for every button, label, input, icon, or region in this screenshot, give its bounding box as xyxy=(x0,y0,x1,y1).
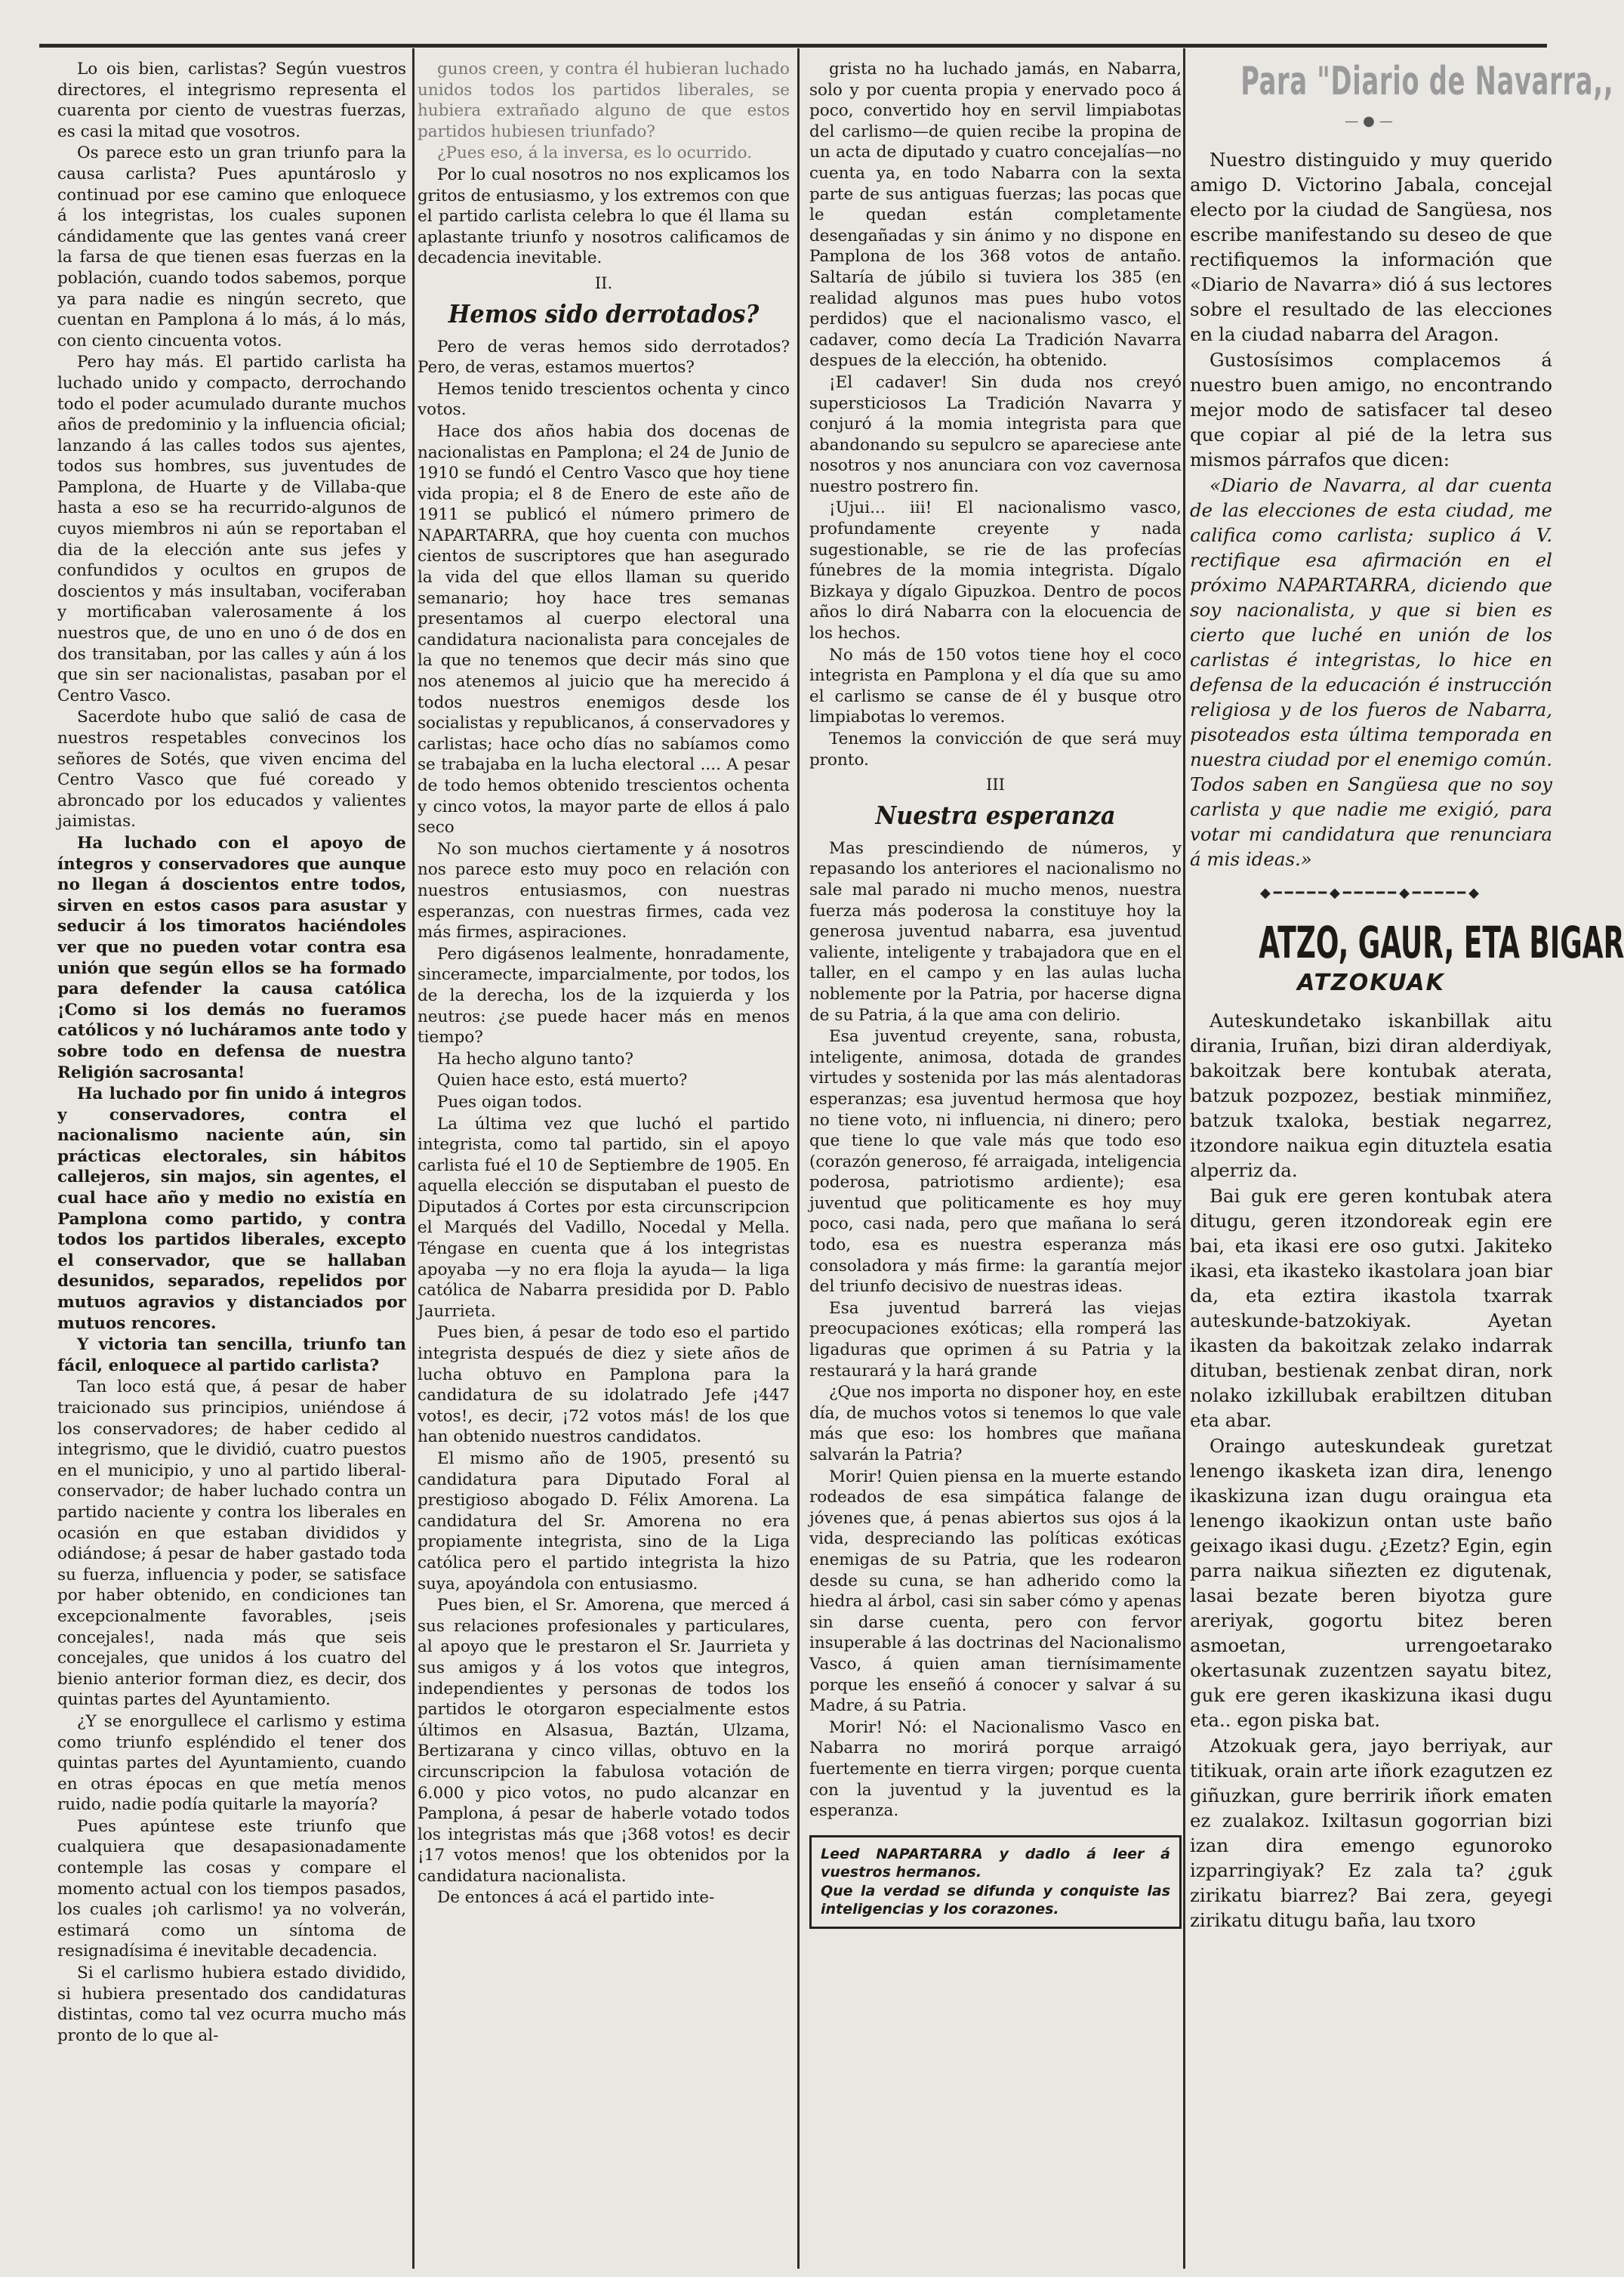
paragraph: Os parece esto un gran triunfo para la causa carlista? Pues apuntároslo y continuad por ese camino que enloquece á los integristas, los cuales suponen cándidamente que las gentes vaná creer la farsa de que tienen esas fuerzas en la población, cuando todos sabemos, porque ya para nadie es ningún secreto, que cuentan en Pamplona á lo más, á lo más, con ciento cincuenta votos. xyxy=(57,143,406,350)
paragraph: Pues bien, á pesar de todo eso el partido integrista después de diez y siete años de lucha obtuvo en Pamplona para la candidatura de su idolatrado Jefe ¡447 votos!, es decir, ¡72 votos más! de los que han obtenido nuestros candidatos. xyxy=(418,1323,790,1447)
paragraph: Pues oigan todos. xyxy=(437,1092,583,1112)
paragraph: Gustosísimos complacemos á nuestro buen amigo, no encontrando mejor modo de satisfacer tal deseo que copiar al pié de la letra sus mismos párrafos que dicen: xyxy=(1190,349,1552,471)
paragraph: Y victoria tan sencilla, triunfo tan fácil, enloquece al partido carlista? xyxy=(57,1335,406,1375)
paragraph: Pero hay más. El partido carlista ha luchado unido y compacto, derrochando todo el poder acumulado durante muchos años de predominio y la influencia oficial; lanzando á las calles todos sus ajentes, todos sus hombres, sus juventudes de Pamplona, de Huarte y de Villaba-que hasta a eso se ha recurrido-algunos de cuyos miembros ni aún se reportaban el dia de la elección ante sus jefes y confundidos y ocultos en grupos de doscientos y más insultaban, vociferaban y mortificaban valerosamente á los nuestros que, de uno en uno ó de dos en dos transitaban, por las calles y aún á los que sin ser nacionalistas, pasaban por el Centro Vasco. xyxy=(57,353,406,705)
paragraph: Sacerdote hubo que salió de casa de nuestros respetables convecinos los señores de Sotés, que viven encima del Centro Vasco que fué coreado y abroncado por los educados y valientes jaimistas. xyxy=(57,708,406,832)
column-rule xyxy=(412,48,414,2269)
ornament-divider: ◆━━━━━◆━━━━━◆━━━━━◆ xyxy=(1260,885,1482,901)
column-4 xyxy=(1190,59,1624,2264)
paragraph: Ha luchado con el apoyo de íntegros y conservadores que aunque no llegan á doscientos entre todos, sirven en estos casos para asustar y seducir á los timoratos haciéndoles ver que no pueden votar contra esa unión que según ellos se ha formado para defender la causa católica ¡Como si los demás no fueramos católicos y nó lucháramos ante todo y sobre todo en defensa de nuestra Religión sacrosanta! xyxy=(57,833,406,1082)
paragraph: No más de 150 votos tiene hoy el coco integrista en Pamplona y el día que su amo el carlismo se canse de él y busque otro limpiabotas lo veremos. xyxy=(809,645,1182,727)
paragraph: Quien hace esto, está muerto? xyxy=(437,1071,688,1091)
promo-line: Que la verdad se difunda y conquiste las inteligencias y los corazones. xyxy=(821,1882,1170,1918)
paragraph: ¡Ujui... iii! El nacionalismo vasco, profundamente creyente y nada sugestionable, se rie de las profecías fúnebres de la momia integrista. Dígalo Bizkaya y dígalo Gipuzkoa. Dentro de pocos años lo dirá Nabarra con la elocuencia de los hechos. xyxy=(809,498,1182,643)
ornament-divider: —●— xyxy=(1345,113,1398,129)
paragraph: Oraingo auteskundeak guretzat lenengo ikasketa izan dira, lenengo ikaskizuna izan dugu oraingua eta lenengo ikaokizun ontan uste baño geixago ikasi dugu. ¿Ezetz? Egin, egin parra naikua siñezten ez digutenak, lasai bezate beren biyotza gure areriyak, gogortu bitez beren asmoetan, urrengoetarako okertasunak zuzentzen sayatu bitez, guk ere geren ikaskizuna ikasi dugu eta.. egon piska bat. xyxy=(1190,1435,1552,1731)
column-rule xyxy=(1183,48,1185,2269)
promo-box xyxy=(809,1835,1182,1929)
section-title: Hemos sido derrotados? xyxy=(448,298,760,329)
paragraph: Atzokuak gera, jayo berriyak, aur titikuak, orain arte iñork ezagutzen ez giñuzkan, gure berririk iñork ematen ez zualakoz. Ixiltasun gogorrian bizi izan dira emengo egunoroko izparringiyak? Ez zala ta? ¿guk zirikatu biarrez? Bai zera, geyegi zirikatu ditugu baña, lau txoro xyxy=(1190,1735,1552,1931)
paragraph: ¡El cadaver! Sin duda nos creyó supersticiosos La Tradición Navarra y conjuró á la momia integrista para que abandonando su sepulcro se apareciese ante nosotros y nos anunciara con voz cavernosa nuestro postrero fin. xyxy=(809,372,1182,496)
paragraph: Auteskundetako iskanbillak aitu dirania, Iruñan, bizi diran alderdiyak, bakoitzak bere kontubak aterata, batzuk pozpozez, bestiak minmiñez, batzuk txaloka, bestiak negarrez, itzondore naikua egin dituztela esatia alperriz da. xyxy=(1190,1010,1552,1181)
paragraph: Por lo cual nosotros no nos explicamos los gritos de entusiasmo, y los extremos con que el partido carlista celebra lo que él llama su aplastante triunfo y nosotros calificamos de decadencia inevitable. xyxy=(418,165,790,268)
paragraph: Esa juventud barrerá las viejas preocupaciones exóticas; ella romperá las ligaduras que oprimen á su Patria y la restaurará y la hará grande xyxy=(809,1298,1182,1381)
paragraph: gunos creen, y contra él hubieran luchado unidos todos los partidos liberales, se hubiera extrañado alguno de que estos partidos hubiesen triunfado? xyxy=(418,60,790,141)
section-subtitle: ATZOKUAK xyxy=(1297,970,1445,996)
column-3 xyxy=(809,59,1182,2264)
paragraph: Nuestro distinguido y muy querido amigo D. Victorino Jabala, concejal electo por la ciudad de Sangüesa, nos escribe manifestando su deseo de que rectifiquemos la información que «Diario de Navarra» dió á sus lectores sobre el resultado de las elecciones en la ciudad nabarra del Aragon. xyxy=(1190,149,1552,345)
quoted-letter: «Diario de Navarra, al dar cuenta de las elecciones de esta ciudad, me califica como carlista; suplico á V. rectifique esa afirmación en el próximo NAPARTARRA, diciendo que soy nacionalista, y que si bien es cierto que luché en unión de los carlistas é integristas, lo hice en defensa de la educación é instrucción religiosa y de los fueros de Nabarra, pisoteados esta última temporada en nuestra ciudad por el enemigo común. Todos saben en Sangüesa que no soy carlista y que nadie me exigió, para votar mi candidatura que renunciara á mis ideas.» xyxy=(1190,474,1552,870)
paragraph: Morir! Quien piensa en la muerte estando rodeados de esa simpática falange de jóvenes que, á penas abiertos sus ojos á la vida, despreciando las políticas exóticas enemigas de su Patria, que les rodearon desde su cuna, se han adherido como la hiedra al árbol, casi sin saber cómo y apenas sin darse cuenta, pero con fervor insuperable á las doctrinas del Nacionalismo Vasco, á quien aman tiernísimamente porque les enseñó á conocer y salvar á su Madre, á su Patria. xyxy=(809,1467,1182,1716)
section-number: II. xyxy=(594,273,613,292)
column-1 xyxy=(57,59,406,2264)
paragraph: Tan loco está que, á pesar de haber traicionado sus principios, uniéndose á los conservadores; de haber cedido al integrismo, que le dividió, cuatro puestos en el municipio, y uno al partido liberal-conservador; de haber luchado contra un partido naciente y contra los liberales en ocasión en que estaban divididos y odiándose; á pesar de haber gastado toda su fuerza, influencia y poder, se satisface por haber obtenido, en condiciones tan excepcionalmente favorables, ¡seis concejales!, nada más que seis concejales, que unidos á los cuatro del bienio anterior forman diez, es decir, dos quintas partes del Ayuntamiento. xyxy=(57,1378,406,1710)
paragraph: Hace dos años habia dos docenas de nacionalistas en Pamplona; el 24 de Junio de 1910 se fundó el Centro Vasco que hoy tiene vida propia; el 8 de Enero de este año de 1911 se publicó el número primero de NAPARTARRA, que hoy cuenta con muchos cientos de suscriptores que han asegurado la vida del que ellos llaman su querido semanario; hoy hace tres semanas presentamos al cuerpo electoral una candidatura nacionalista para concejales de la que no tenemos que decir más sino que nos atenemos al juicio que ha merecido á todos nuestros enemigos desde los socialistas y republicanos, á conservadores y carlistas; hace ocho días no sabíamos como se trabajaba en la lucha electoral .... A pesar de todo hemos obtenido trescientos ochenta y cinco votos, la mayor parte de ellos á palo seco xyxy=(418,421,790,838)
paragraph: Esa juventud creyente, sana, robusta, inteligente, animosa, dotada de grandes virtudes y sostenida por las más alentadoras esperanzas; esa juventud hermosa que hoy no tiene voto, ni influencia, ni dinero; pero que tiene lo que vale más que todo eso (corazón generoso, fé arraigada, inteligencia poderosa, patriotismo ardiente); esa juventud que politicamente es hoy muy poco, casi nada, pero que mañana lo será todo, esa es nuestra esperanza más consoladora y más firme: la garantía mejor del triunfo decisivo de nuestras ideas. xyxy=(809,1027,1182,1297)
paragraph: Mas prescindiendo de números, y repasando los anteriores el nacionalismo no sale mal parado ni mucho menos, nuestra fuerza más poderosa la constituye hoy la generosa juventud nabarra, esa juventud valiente, inteligente y trabajadora que en el taller, en el campo y en las aulas lucha noblemente por la Patria, por hacerse digna de su Patria, á la que ama con delirio. xyxy=(809,838,1182,1025)
paragraph: Ha hecho alguno tanto? xyxy=(437,1049,633,1069)
paragraph: La última vez que luchó el partido integrista, como tal partido, sin el apoyo carlista fué el 10 de Septiembre de 1905. En aquella elección se disputaban el puesto de Diputados á Cortes por esta circunscripcion el Marqués del Vadillo, Nocedal y Mella. Téngase en cuenta que á los integristas apoyaba —y no era floja la ayuda— la liga católica de Nabarra presidida por D. Pablo Jaurrieta. xyxy=(418,1114,790,1321)
paragraph: No son muchos ciertamente y á nosotros nos parece esto muy poco en relación con nuestros entusiasmos, con nuestras esperanzas, con nuestras firmes, cada vez más firmes, aspiraciones. xyxy=(418,839,790,943)
promo-line: Leed NAPARTARRA y dadlo á leer á vuestros hermanos. xyxy=(821,1845,1170,1881)
section-title: Nuestra esperanza xyxy=(875,800,1116,830)
paragraph: Morir! Nó: el Nacionalismo Vasco en Nabarra no morirá porque arraigó fuertemente en tierra virgen; porque cuenta con la juventud y la juventud es la esperanza. xyxy=(809,1717,1182,1821)
paragraph: Si el carlismo hubiera estado dividido, si hubiera presentado dos candidaturas distintas, como tal vez ocurra mucho más pronto de lo que al- xyxy=(57,1964,406,2045)
paragraph: El mismo año de 1905, presentó su candidatura para Diputado Foral al prestigioso abogado D. Félix Amorena. La candidatura del Sr. Amorena no era propiamente integrista, sino de la Liga católica pero el partido integrista la hizo suya, apoyándola con entusiasmo. xyxy=(418,1449,790,1594)
paragraph: Pero digásenos lealmente, honradamente, sinceramecte, imparcialmente, por todos, los de la derecha, los de la izquierda y los neutros: ¿se puede hacer más en menos tiempo? xyxy=(418,944,790,1047)
section-number: III xyxy=(986,776,1005,794)
paragraph: Pero de veras hemos sido derrotados? Pero, de veras, estamos muertos? xyxy=(418,337,790,378)
paragraph: Hemos tenido trescientos ochenta y cinco votos. xyxy=(418,379,790,420)
section-title: ATZO, GAUR, ETA BIGAR xyxy=(1259,917,1624,968)
paragraph: Bai guk ere geren kontubak atera ditugu, geren itzondoreak egin ere bai, eta ikasi ere oso gutxi. Jakiteko ikasi, eta ikasteko ikastolara joan biar da, eta eztira ikastola txarrak auteskunde-batzokiyak. Ayetan ikasten da bakoitzak zelako indarrak dituban, bestienak zenbat diran, nork nolako izkillubak erabiltzen dituban eta abar. xyxy=(1190,1185,1552,1431)
paragraph: Lo ois bien, carlistas? Según vuestros directores, el integrismo representa el cuarenta por ciento de vuestras fuerzas, es casi la mitad que vosotros. xyxy=(57,60,406,141)
paragraph: ¿Que nos importa no disponer hoy, en este día, de muchos votos si tenemos lo que vale más que eso: los hombres que mañana salvarán la Patria? xyxy=(809,1383,1182,1464)
paragraph: Ha luchado por fin unido á integros y conservadores, contra el nacionalismo naciente aún, sin prácticas electorales, sin hábitos callejeros, sin majos, sin agentes, el cual hace año y medio no existía en Pamplona como partido, y contra todos los partidos liberales, excepto el conservador, que se hallaban desunidos, separados, repelidos por mutuos agravios y distanciados por mutuos rencores. xyxy=(57,1085,406,1333)
paragraph: ¿Pues eso, á la inversa, es lo ocurrido. xyxy=(437,143,753,163)
paragraph: Tenemos la convicción de que será muy pronto. xyxy=(809,730,1182,770)
paragraph: ¿Y se enorgullece el carlismo y estima como triunfo espléndido el tener dos quintas partes del Ayuntamiento, cuando en otras épocas en que metía menos ruido, nadie podía quitarle la mayoría? xyxy=(57,1711,406,1815)
letter-heading: Para "Diario de Navarra,, xyxy=(1240,59,1614,104)
column-2 xyxy=(418,59,790,2264)
paragraph: Pues apúntese este triunfo que cualquiera que desapasionadamente contemple las cosas y compare el momento actual con los tiempos pasados, los cuales ¡oh carlismo! ya no volverán, estimará como un síntoma de resignadísima é inevitable decadencia. xyxy=(57,1816,406,1961)
paragraph: Pues bien, el Sr. Amorena, que merced á sus relaciones profesionales y particulares, al apoyo que le prestaron el Sr. Jaurrieta y sus amigos y á los votos que integros, independientes y personas de todos los partidos le otorgaron especialmente estos últimos en Alsasua, Baztán, Ulzama, Bertizarana y cinco villas, obtuvo en la circunscripcion la fabulosa votación de 6.000 y pico votos, no pudo alcanzar en Pamplona, á pesar de haberle votado todos los integristas más que ¡368 votos! es decir ¡17 votos menos! que los obtenidos por la candidatura nacionalista. xyxy=(418,1596,790,1886)
top-rule xyxy=(39,44,1547,48)
paragraph: De entonces á acá el partido inte- xyxy=(437,1888,715,1908)
paragraph: grista no ha luchado jamás, en Nabarra, solo y por cuenta propia y enervado poco á poco, convertido hoy en servil limpiabotas del carlismo—de quien recibe la propina de un acta de diputado y cuatro concejalías—no cuenta ya, en todo Nabarra con la sexta parte de sus antiguas fuerzas; las pocas que le quedan están completamente desengañadas y sin ánimo y no dispone en Pamplona de los 368 votos de antaño. Saltaría de júbilo si tuviera los 385 (en realidad algunos mas pues hubo votos perdidos) que el nacionalismo vasco, el cadaver, como decía La Tradición Navarra despues de la elección, ha obtenido. xyxy=(809,60,1182,371)
column-rule xyxy=(797,48,800,2269)
